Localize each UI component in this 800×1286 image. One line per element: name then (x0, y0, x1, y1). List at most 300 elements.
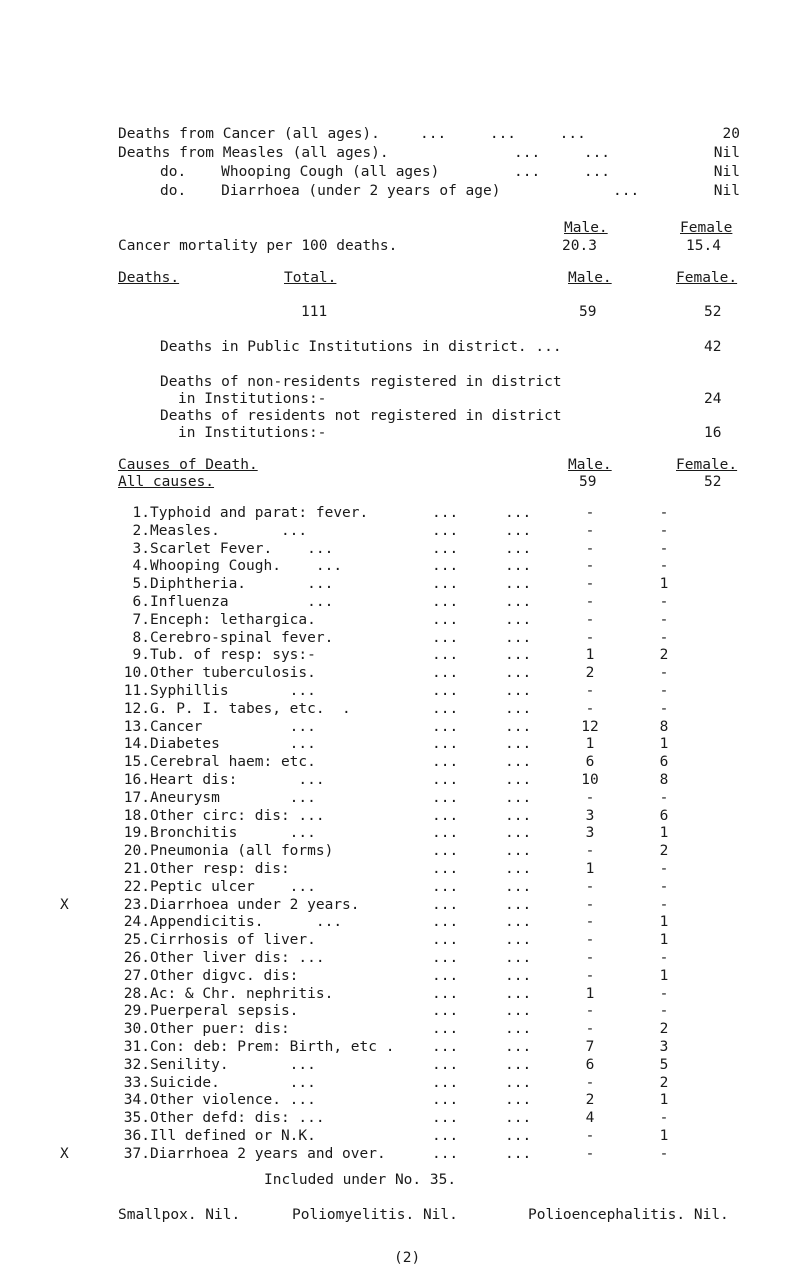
page-number: (2) (394, 1250, 421, 1266)
summary-dots: ... (613, 183, 640, 199)
residents-label-cont: in Institutions:- (178, 425, 327, 441)
cause-male-count: - (585, 1021, 595, 1038)
cause-dots: ... (432, 665, 459, 682)
cause-dots: ... (505, 950, 532, 966)
cause-row (0, 630, 800, 647)
poliomyelitis-note: Poliomyelitis. Nil. (292, 1207, 458, 1223)
residents-value: 16 (704, 425, 722, 441)
cause-name: Whooping Cough. ... (150, 558, 343, 575)
cause-dots: ... (432, 1092, 459, 1109)
cause-row (0, 612, 800, 629)
cause-male-count: 7 (585, 1039, 595, 1055)
cause-row (0, 1021, 800, 1038)
cause-name: Heart dis: ... (150, 772, 325, 788)
cause-female-count: - (659, 629, 669, 646)
causes-female-header: Female. (676, 457, 738, 473)
cause-dots: ... (505, 736, 532, 753)
cause-female-count: - (659, 896, 669, 913)
cause-dots: ... (432, 1145, 459, 1162)
cause-female-count: 6 (659, 754, 669, 771)
cause-dots: ... (505, 594, 532, 610)
cause-name: Pneumonia (all forms) (150, 843, 334, 860)
cause-female-count: - (659, 789, 669, 806)
cause-row (0, 932, 800, 949)
cause-number: 28. (123, 985, 150, 1002)
cause-row (0, 1075, 800, 1092)
cause-name: Ac: & Chr. nephritis. (150, 985, 334, 1002)
cause-row (0, 505, 800, 522)
cause-dots: ... (432, 647, 459, 664)
cause-dots: ... (432, 1074, 459, 1091)
cause-row (0, 1003, 800, 1020)
cause-dots: ... (505, 718, 532, 735)
cause-row (0, 576, 800, 593)
cause-male-count: - (585, 1003, 595, 1020)
cause-row (0, 647, 800, 664)
cause-dots: ... (505, 1092, 532, 1109)
cause-dots: ... (432, 576, 459, 593)
cause-male-count: - (585, 1074, 595, 1091)
cause-male-count: - (585, 1145, 595, 1162)
cause-dots: ... (432, 718, 459, 735)
cause-row (0, 523, 800, 540)
cause-dots: ... (505, 807, 532, 824)
cause-number: 15. (123, 754, 150, 771)
cause-male-count: - (585, 914, 595, 931)
cause-dots: ... (505, 1021, 532, 1038)
causes-title: Causes of Death. (118, 457, 258, 473)
cause-male-count: - (585, 505, 595, 521)
smallpox-note: Smallpox. Nil. (118, 1207, 241, 1223)
cause-number: 26. (123, 950, 150, 966)
cause-male-count: - (585, 558, 595, 575)
cause-row (0, 914, 800, 931)
cause-male-count: - (585, 950, 595, 966)
cause-female-count: 1 (659, 914, 669, 931)
cause-female-count: - (659, 611, 669, 628)
cause-name: Scarlet Fever. ... (150, 540, 334, 557)
cause-number: 34. (123, 1092, 150, 1109)
cause-female-count: 8 (659, 718, 669, 735)
public-institutions-label: Deaths in Public Institutions in district. ... (160, 339, 562, 355)
cause-male-count: - (585, 629, 595, 646)
cause-name: Other digvc. dis: (150, 967, 299, 984)
cause-dots: ... (432, 807, 459, 824)
cause-name: Diarrhoea 2 years and over. (150, 1145, 386, 1162)
cause-name: Measles. ... (150, 522, 308, 539)
cause-female-count: - (659, 558, 669, 575)
cause-name: Diarrhoea under 2 years. (150, 896, 360, 913)
cause-female-count: - (659, 683, 669, 699)
cause-male-count: - (585, 611, 595, 628)
cause-dots: ... (505, 754, 532, 771)
cause-dots: ... (432, 540, 459, 557)
cause-female-count: - (659, 522, 669, 539)
cause-number: 6. (132, 594, 150, 610)
summary-value: Nil (713, 164, 740, 180)
cause-number: 37. (123, 1145, 150, 1162)
cause-name: Other liver dis: ... (150, 950, 325, 966)
cause-male-count: - (585, 789, 595, 806)
cause-female-count: 2 (659, 843, 669, 860)
cause-male-count: - (585, 522, 595, 539)
cause-number: 31. (123, 1039, 150, 1055)
cause-dots: ... (505, 700, 532, 717)
cause-female-count: 6 (659, 807, 669, 824)
cause-name: Cancer ... (150, 718, 316, 735)
cause-name: Other tuberculosis. (150, 665, 316, 682)
cause-row (0, 683, 800, 700)
cause-female-count: 1 (659, 932, 669, 949)
cause-number: 24. (123, 914, 150, 931)
cause-name: Aneurysm ... (150, 789, 316, 806)
cause-male-count: 12 (581, 718, 599, 735)
cause-row (0, 594, 800, 611)
cause-dots: ... (505, 1039, 532, 1055)
cause-dots: ... (505, 878, 532, 895)
cause-row (0, 719, 800, 736)
cause-row (0, 754, 800, 771)
cause-number: 16. (123, 772, 150, 788)
cause-female-count: - (659, 861, 669, 877)
cause-number: 13. (123, 718, 150, 735)
cause-row (0, 736, 800, 753)
cause-row (0, 825, 800, 842)
cause-dots: ... (505, 505, 532, 521)
cause-dots: ... (432, 1021, 459, 1038)
total-value: 111 (301, 304, 328, 320)
summary-value: Nil (713, 183, 740, 199)
cause-male-count: 1 (585, 736, 595, 753)
male-header: Male. (568, 270, 612, 286)
cause-name: Diphtheria. ... (150, 576, 334, 593)
cause-name: Other defd: dis: ... (150, 1110, 325, 1127)
cause-male-count: 2 (585, 1092, 595, 1109)
cause-name: Peptic ulcer ... (150, 878, 316, 895)
cause-dots: ... (505, 914, 532, 931)
cause-dots: ... (505, 985, 532, 1002)
cause-row (0, 772, 800, 789)
female-value: 52 (704, 304, 722, 320)
cause-male-count: 3 (585, 825, 595, 842)
cause-dots: ... (505, 522, 532, 539)
cause-row (0, 558, 800, 575)
cause-male-count: - (585, 878, 595, 895)
cause-dots: ... (505, 629, 532, 646)
cause-number: 25. (123, 932, 150, 949)
cause-dots: ... (505, 1110, 532, 1127)
cancer-female-header: Female (680, 220, 733, 236)
cause-dots: ... (505, 558, 532, 575)
cause-name: Tub. of resp: sys:- (150, 647, 316, 664)
included-note: Included under No. 35. (264, 1172, 457, 1188)
cause-dots: ... (432, 1003, 459, 1020)
cause-mark: X (60, 1145, 69, 1162)
cause-row (0, 1092, 800, 1109)
cause-male-count: - (585, 967, 595, 984)
deaths-header: Deaths. (118, 270, 180, 286)
cause-dots: ... (432, 789, 459, 806)
cause-dots: ... (432, 878, 459, 895)
cause-female-count: 1 (659, 576, 669, 593)
cause-dots: ... (432, 1056, 459, 1073)
cause-name: Syphillis ... (150, 683, 316, 699)
cause-male-count: 1 (585, 985, 595, 1002)
cause-row (0, 701, 800, 718)
cause-number: 4. (132, 558, 150, 575)
cause-dots: ... (505, 772, 532, 788)
cause-female-count: - (659, 700, 669, 717)
cause-number: 27. (123, 967, 150, 984)
cause-number: 17. (123, 789, 150, 806)
cause-female-count: 2 (659, 1074, 669, 1091)
cause-female-count: 1 (659, 825, 669, 842)
summary-dots: ... ... ... (420, 126, 586, 142)
cause-dots: ... (505, 861, 532, 877)
total-header: Total. (284, 270, 337, 286)
summary-label: do. Diarrhoea (under 2 years of age) (160, 183, 501, 199)
cause-row (0, 790, 800, 807)
cause-dots: ... (505, 896, 532, 913)
cause-dots: ... (432, 505, 459, 521)
cause-row (0, 1057, 800, 1074)
cause-female-count: 3 (659, 1039, 669, 1055)
cause-number: 32. (123, 1056, 150, 1073)
cause-dots: ... (505, 825, 532, 842)
cause-row (0, 986, 800, 1003)
summary-label: Deaths from Cancer (all ages). (118, 126, 380, 142)
cause-female-count: - (659, 1145, 669, 1162)
nonresidents-value: 24 (704, 391, 722, 407)
female-header: Female. (676, 270, 738, 286)
polioencephalitis-note: Polioencephalitis. Nil. (528, 1207, 729, 1223)
cause-dots: ... (432, 967, 459, 984)
residents-label: Deaths of residents not registered in district (160, 408, 562, 424)
cause-dots: ... (432, 950, 459, 966)
cause-dots: ... (432, 861, 459, 877)
cause-number: 30. (123, 1021, 150, 1038)
cause-male-count: - (585, 540, 595, 557)
cause-number: 7. (132, 611, 150, 628)
cause-dots: ... (505, 665, 532, 682)
cause-row (0, 1039, 800, 1056)
cause-number: 12. (123, 700, 150, 717)
cause-female-count: 2 (659, 647, 669, 664)
cause-row (0, 665, 800, 682)
cause-name: Cerebro-spinal fever. (150, 629, 334, 646)
cancer-female-value: 15.4 (686, 238, 721, 254)
cause-dots: ... (432, 1128, 459, 1144)
cause-male-count: 10 (581, 772, 599, 788)
cause-name: Enceph: lethargica. (150, 611, 316, 628)
cause-row (0, 1110, 800, 1127)
cause-female-count: - (659, 1003, 669, 1020)
cause-male-count: - (585, 700, 595, 717)
cause-female-count: - (659, 985, 669, 1002)
cancer-mortality-label: Cancer mortality per 100 deaths. (118, 238, 398, 254)
cause-dots: ... (505, 683, 532, 699)
cause-row (0, 897, 800, 914)
cause-number: 23. (123, 896, 150, 913)
cause-name: Cerebral haem: etc. (150, 754, 316, 771)
cause-name: Senility. ... (150, 1056, 316, 1073)
cause-dots: ... (432, 843, 459, 860)
causes-male-header: Male. (568, 457, 612, 473)
cause-dots: ... (432, 896, 459, 913)
cause-dots: ... (505, 611, 532, 628)
cause-dots: ... (432, 611, 459, 628)
cause-female-count: - (659, 540, 669, 557)
public-institutions-value: 42 (704, 339, 722, 355)
cause-female-count: - (659, 505, 669, 521)
cause-female-count: 2 (659, 1021, 669, 1038)
cause-male-count: - (585, 1128, 595, 1144)
cause-male-count: 4 (585, 1110, 595, 1127)
cause-male-count: - (585, 594, 595, 610)
cause-number: 8. (132, 629, 150, 646)
cause-name: Suicide. ... (150, 1074, 316, 1091)
cause-name: Diabetes ... (150, 736, 316, 753)
cause-number: 19. (123, 825, 150, 842)
cause-name: Influenza ... (150, 594, 334, 610)
cause-dots: ... (432, 932, 459, 949)
cause-female-count: - (659, 878, 669, 895)
cause-female-count: 8 (659, 772, 669, 788)
cause-female-count: - (659, 1110, 669, 1127)
cause-number: 22. (123, 878, 150, 895)
cause-number: 10. (123, 665, 150, 682)
cause-dots: ... (432, 825, 459, 842)
cause-row (0, 1128, 800, 1145)
cause-dots: ... (505, 843, 532, 860)
cause-dots: ... (505, 932, 532, 949)
nonresidents-label: Deaths of non-residents registered in district (160, 374, 562, 390)
cause-name: Cirrhosis of liver. (150, 932, 316, 949)
cause-male-count: 2 (585, 665, 595, 682)
cause-male-count: - (585, 576, 595, 593)
nonresidents-label-cont: in Institutions:- (178, 391, 327, 407)
cause-number: 5. (132, 576, 150, 593)
cause-number: 29. (123, 1003, 150, 1020)
cause-number: 36. (123, 1128, 150, 1144)
cause-dots: ... (432, 629, 459, 646)
cause-number: 21. (123, 861, 150, 877)
cause-dots: ... (505, 1003, 532, 1020)
cause-dots: ... (432, 772, 459, 788)
cause-row (0, 808, 800, 825)
cause-dots: ... (505, 1145, 532, 1162)
cause-name: Other circ: dis: ... (150, 807, 325, 824)
cause-female-count: - (659, 950, 669, 966)
cause-dots: ... (505, 1128, 532, 1144)
cause-name: Other violence. ... (150, 1092, 316, 1109)
cause-dots: ... (432, 1110, 459, 1127)
cause-dots: ... (432, 594, 459, 610)
cause-female-count: - (659, 665, 669, 682)
cause-name: Appendicitis. ... (150, 914, 343, 931)
cause-dots: ... (432, 522, 459, 539)
cause-number: 3. (132, 540, 150, 557)
cause-female-count: 1 (659, 967, 669, 984)
summary-value: Nil (713, 145, 740, 161)
cause-row (0, 879, 800, 896)
cancer-male-value: 20.3 (562, 238, 597, 254)
cause-number: 33. (123, 1074, 150, 1091)
cause-number: 9. (132, 647, 150, 664)
cause-dots: ... (432, 736, 459, 753)
cause-female-count: - (659, 594, 669, 610)
summary-label: do. Whooping Cough (all ages) (160, 164, 440, 180)
cause-dots: ... (432, 558, 459, 575)
cause-dots: ... (432, 985, 459, 1002)
cause-name: Other puer: dis: (150, 1021, 290, 1038)
cause-dots: ... (505, 1056, 532, 1073)
summary-dots: ... ... (514, 164, 611, 180)
cause-row (0, 950, 800, 967)
cause-dots: ... (505, 789, 532, 806)
cancer-male-header: Male. (564, 220, 608, 236)
cause-name: Other resp: dis: (150, 861, 290, 877)
cause-male-count: 1 (585, 647, 595, 664)
all-causes-label: All causes. (118, 474, 215, 490)
cause-male-count: - (585, 843, 595, 860)
summary-value: 20 (722, 126, 740, 142)
cause-dots: ... (505, 540, 532, 557)
cause-name: G. P. I. tabes, etc. . (150, 700, 351, 717)
cause-dots: ... (505, 647, 532, 664)
cause-male-count: 1 (585, 861, 595, 877)
cause-row (0, 541, 800, 558)
cause-row (0, 968, 800, 985)
cause-dots: ... (432, 754, 459, 771)
cause-dots: ... (505, 967, 532, 984)
cause-dots: ... (505, 1074, 532, 1091)
cause-name: Con: deb: Prem: Birth, etc . (150, 1039, 395, 1055)
cause-row (0, 861, 800, 878)
cause-name: Bronchitis ... (150, 825, 316, 842)
cause-row (0, 843, 800, 860)
cause-dots: ... (432, 683, 459, 699)
cause-male-count: - (585, 896, 595, 913)
cause-number: 11. (123, 683, 150, 699)
male-value: 59 (579, 304, 597, 320)
cause-number: 20. (123, 843, 150, 860)
cause-female-count: 1 (659, 736, 669, 753)
cause-male-count: 6 (585, 1056, 595, 1073)
summary-dots: ... ... (514, 145, 611, 161)
cause-number: 18. (123, 807, 150, 824)
cause-dots: ... (432, 700, 459, 717)
cause-dots: ... (432, 1039, 459, 1055)
cause-number: 2. (132, 522, 150, 539)
all-causes-male: 59 (579, 474, 597, 490)
cause-name: Puerperal sepsis. (150, 1003, 299, 1020)
cause-male-count: - (585, 683, 595, 699)
cause-number: 1. (132, 505, 150, 521)
cause-number: 35. (123, 1110, 150, 1127)
cause-dots: ... (505, 576, 532, 593)
cause-female-count: 5 (659, 1056, 669, 1073)
cause-number: 14. (123, 736, 150, 753)
summary-label: Deaths from Measles (all ages). (118, 145, 389, 161)
cause-row (0, 1146, 800, 1163)
cause-female-count: 1 (659, 1128, 669, 1144)
cause-dots: ... (432, 914, 459, 931)
cause-mark: X (60, 896, 69, 913)
cause-name: Ill defined or N.K. (150, 1128, 316, 1144)
cause-male-count: - (585, 932, 595, 949)
cause-female-count: 1 (659, 1092, 669, 1109)
